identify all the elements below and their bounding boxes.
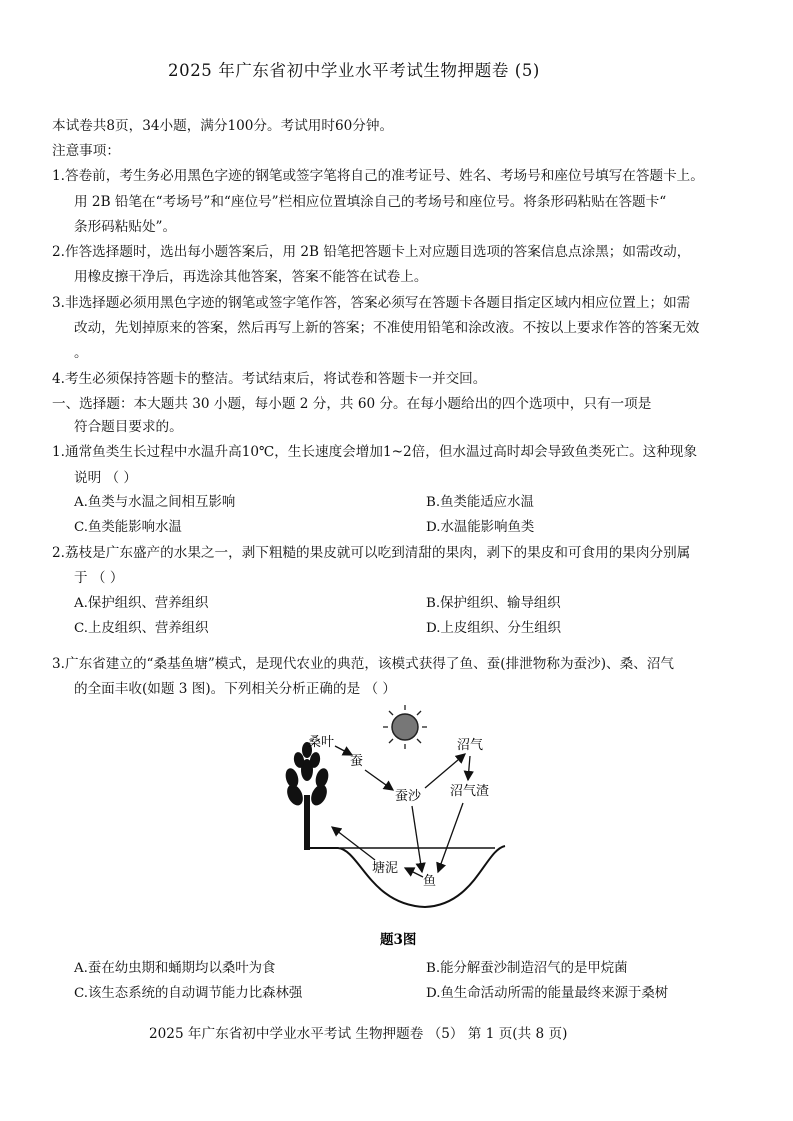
label-biogas-residue: 沼气渣 (450, 784, 490, 799)
arrow-feces-to-biogas (425, 754, 465, 788)
arrow-leaf-to-silkworm (335, 746, 352, 755)
notice-3-line-3: 。 (74, 345, 88, 361)
label-fish: 鱼 (423, 874, 437, 889)
notice-4-line-1: 4.考生必须保持答题卡的整洁。考试结束后，将试卷和答题卡一并交回。 (52, 371, 487, 387)
question-3-option-c: C.该生态系统的自动调节能力比森林强 (74, 986, 303, 1001)
notice-1-line-3: 条形码粘贴处”。 (74, 219, 177, 235)
notice-3-line-2: 改动，先划掉原来的答案，然后再写上新的答案；不准使用铅笔和涂改液。不按以上要求作答的答案无效 (74, 320, 700, 336)
label-pond-mud: 塘泥 (372, 861, 399, 876)
notice-2-line-2: 用橡皮擦干净后，再选涂其他答案，答案不能答在试卷上。 (74, 269, 428, 285)
question-1-option-d: D.水温能影响鱼类 (426, 520, 535, 535)
arrow-mud-to-tree (332, 827, 375, 860)
notice-2-line-1: 2.作答选择题时，选出每小题答案后，用 2B 铅笔把答题卡上对应题目选项的答案信息点涂黑；如需改动， (52, 244, 691, 260)
question-1-option-b: B.鱼类能适应水温 (426, 495, 534, 510)
arrow-biogas-to-residue (468, 756, 470, 780)
notice-1-line-2: 用 2B 铅笔在“考场号”和“座位号”栏相应位置填涂自己的考场号和座位号。将条形码粘贴在答题卡“ (74, 194, 667, 210)
label-silkworm-feces: 蚕沙 (395, 789, 422, 804)
page-footer: 2025 年广东省初中学业水平考试 生物押题卷 （5） 第 1 页(共 8 页) (149, 1026, 568, 1042)
label-biogas: 沼气 (457, 738, 484, 753)
question-3-line-1: 3.广东省建立的“桑基鱼塘”模式，是现代农业的典范，该模式获得了鱼、蚕(排泄物称为蚕沙)、桑、沼气 (52, 656, 675, 672)
question-1-line-2: 说明 （ ） (74, 470, 138, 486)
question-1-option-a: A.鱼类与水温之间相互影响 (74, 495, 236, 510)
mulberry-tree-icon (284, 742, 331, 850)
question-2-option-c: C.上皮组织、营养组织 (74, 621, 209, 636)
exam-info: 本试卷共8页，34小题，满分100分。考试用时60分钟。 (52, 118, 394, 134)
pond-shape (310, 846, 505, 907)
question-2-option-a: A.保护组织、营养组织 (74, 596, 209, 611)
page-title: 2025 年广东省初中学业水平考试生物押题卷 (5) (168, 61, 540, 80)
label-silkworm: 蚕 (350, 754, 364, 769)
section-heading-line-2: 符合题目要求的。 (74, 419, 183, 435)
notice-heading: 注意事项： (52, 143, 120, 159)
figure-caption: 题3图 (380, 932, 417, 948)
arrow-residue-to-fish (438, 803, 463, 872)
question-2-option-d: D.上皮组织、分生组织 (426, 621, 562, 636)
question-1-option-c: C.鱼类能影响水温 (74, 520, 182, 535)
sun-icon (383, 705, 427, 749)
question-2-line-2: 于 （ ） (74, 570, 124, 586)
label-mulberry-leaf: 桑叶 (308, 735, 335, 750)
question-3-option-d: D.鱼生命活动所需的能量最终来源于桑树 (426, 986, 669, 1001)
notice-3-line-1: 3.非选择题必须用黑色字迹的钢笔或签字笔作答，答案必须写在答题卡各题目指定区域内相应位置上；如需 (52, 295, 691, 311)
mulberry-fish-pond-diagram (270, 700, 530, 950)
question-3-option-b: B.能分解蚕沙制造沼气的是甲烷菌 (426, 961, 628, 976)
arrow-fish-to-mud (405, 868, 423, 877)
arrow-silkworm-to-feces (365, 770, 393, 790)
notice-1-line-1: 1.答卷前，考生务必用黑色字迹的钢笔或签字笔将自己的准考证号、姓名、考场号和座位号填写在答题卡上。 (52, 168, 704, 184)
arrow-feces-to-fish (412, 806, 422, 872)
question-3-option-a: A.蚕在幼虫期和蛹期均以桑叶为食 (74, 961, 276, 976)
question-1-line-1: 1.通常鱼类生长过程中水温升高10℃，生长速度会增加1~2倍，但水温过高时却会导致鱼类死亡。这种现象 (52, 444, 698, 460)
question-3-line-2: 的全面丰收(如题 3 图)。下列相关分析正确的是 （ ） (74, 681, 397, 697)
question-2-line-1: 2.荔枝是广东盛产的水果之一，剥下粗糙的果皮就可以吃到清甜的果肉，剥下的果皮和可食用的果肉分别属 (52, 545, 691, 561)
question-2-option-b: B.保护组织、输导组织 (426, 596, 561, 611)
section-heading-line-1: 一、选择题：本大题共 30 小题，每小题 2 分，共 60 分。在每小题给出的四个选项中，只有一项是 (52, 396, 652, 412)
